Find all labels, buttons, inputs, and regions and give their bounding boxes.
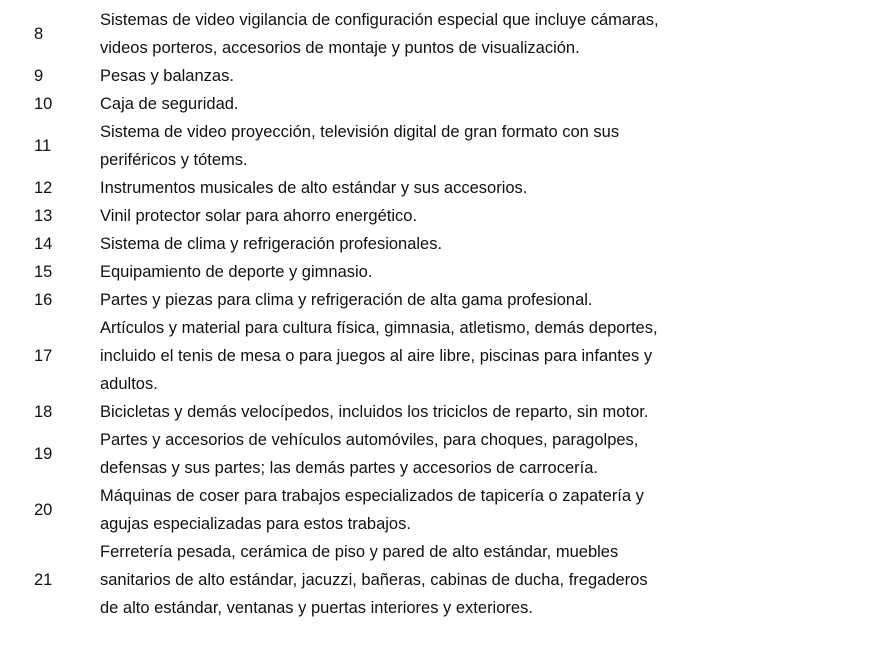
item-number: 21	[34, 570, 53, 589]
item-number: 18	[34, 402, 53, 421]
list-item	[0, 174, 881, 202]
item-text: Vinil protector solar para ahorro energético.	[100, 207, 418, 225]
list-item	[0, 6, 881, 62]
list-item	[0, 230, 881, 258]
list-item	[0, 398, 881, 426]
item-text: Ferretería pesada, cerámica de piso y pared de alto estándar, muebles sanitarios de alto estándar, jacuzzi, bañeras, cabinas de ducha, fregaderos de alto estándar, ventanas y puertas interiores y exteriores.	[100, 543, 648, 617]
item-number: 8	[34, 24, 44, 43]
list-item	[0, 202, 881, 230]
list-item	[0, 118, 881, 174]
item-text: Partes y accesorios de vehículos automóviles, para choques, paragolpes, defensas y sus partes; las demás partes y accesorios de carrocería.	[100, 431, 639, 477]
item-text: Partes y piezas para clima y refrigeración de alta gama profesional.	[100, 291, 593, 309]
item-number: 20	[34, 500, 53, 519]
list-item	[0, 482, 881, 538]
list-item	[0, 258, 881, 286]
item-number: 16	[34, 290, 53, 309]
item-text: Instrumentos musicales de alto estándar y sus accesorios.	[100, 179, 528, 197]
item-number: 14	[34, 234, 53, 253]
list-item	[0, 426, 881, 482]
numbered-item-list	[0, 6, 881, 622]
list-item	[0, 538, 881, 622]
list-item	[0, 286, 881, 314]
item-text: Bicicletas y demás velocípedos, incluidos los triciclos de reparto, sin motor.	[100, 403, 649, 421]
item-text: Caja de seguridad.	[100, 95, 239, 113]
item-number: 10	[34, 94, 53, 113]
item-text: Sistemas de video vigilancia de configuración especial que incluye cámaras, videos porteros, accesorios de montaje y puntos de visualización.	[100, 11, 659, 57]
item-text: Equipamiento de deporte y gimnasio.	[100, 263, 373, 281]
item-number: 15	[34, 262, 53, 281]
list-item	[0, 90, 881, 118]
item-text: Sistema de clima y refrigeración profesionales.	[100, 235, 443, 253]
item-number: 11	[34, 136, 52, 155]
item-number: 12	[34, 178, 53, 197]
item-text: Pesas y balanzas.	[100, 67, 234, 85]
item-number: 17	[34, 346, 53, 365]
item-number: 9	[34, 66, 44, 85]
list-item	[0, 314, 881, 398]
item-text: Sistema de video proyección, televisión digital de gran formato con sus periféricos y tótems.	[100, 123, 620, 169]
list-item	[0, 62, 881, 90]
item-number: 13	[34, 206, 53, 225]
item-text: Máquinas de coser para trabajos especializados de tapicería o zapatería y agujas especializadas para estos trabajos.	[100, 487, 644, 533]
item-number: 19	[34, 444, 53, 463]
item-text: Artículos y material para cultura física, gimnasia, atletismo, demás deportes, incluido el tenis de mesa o para juegos al aire libre, piscinas para infantes y adultos.	[100, 319, 658, 393]
